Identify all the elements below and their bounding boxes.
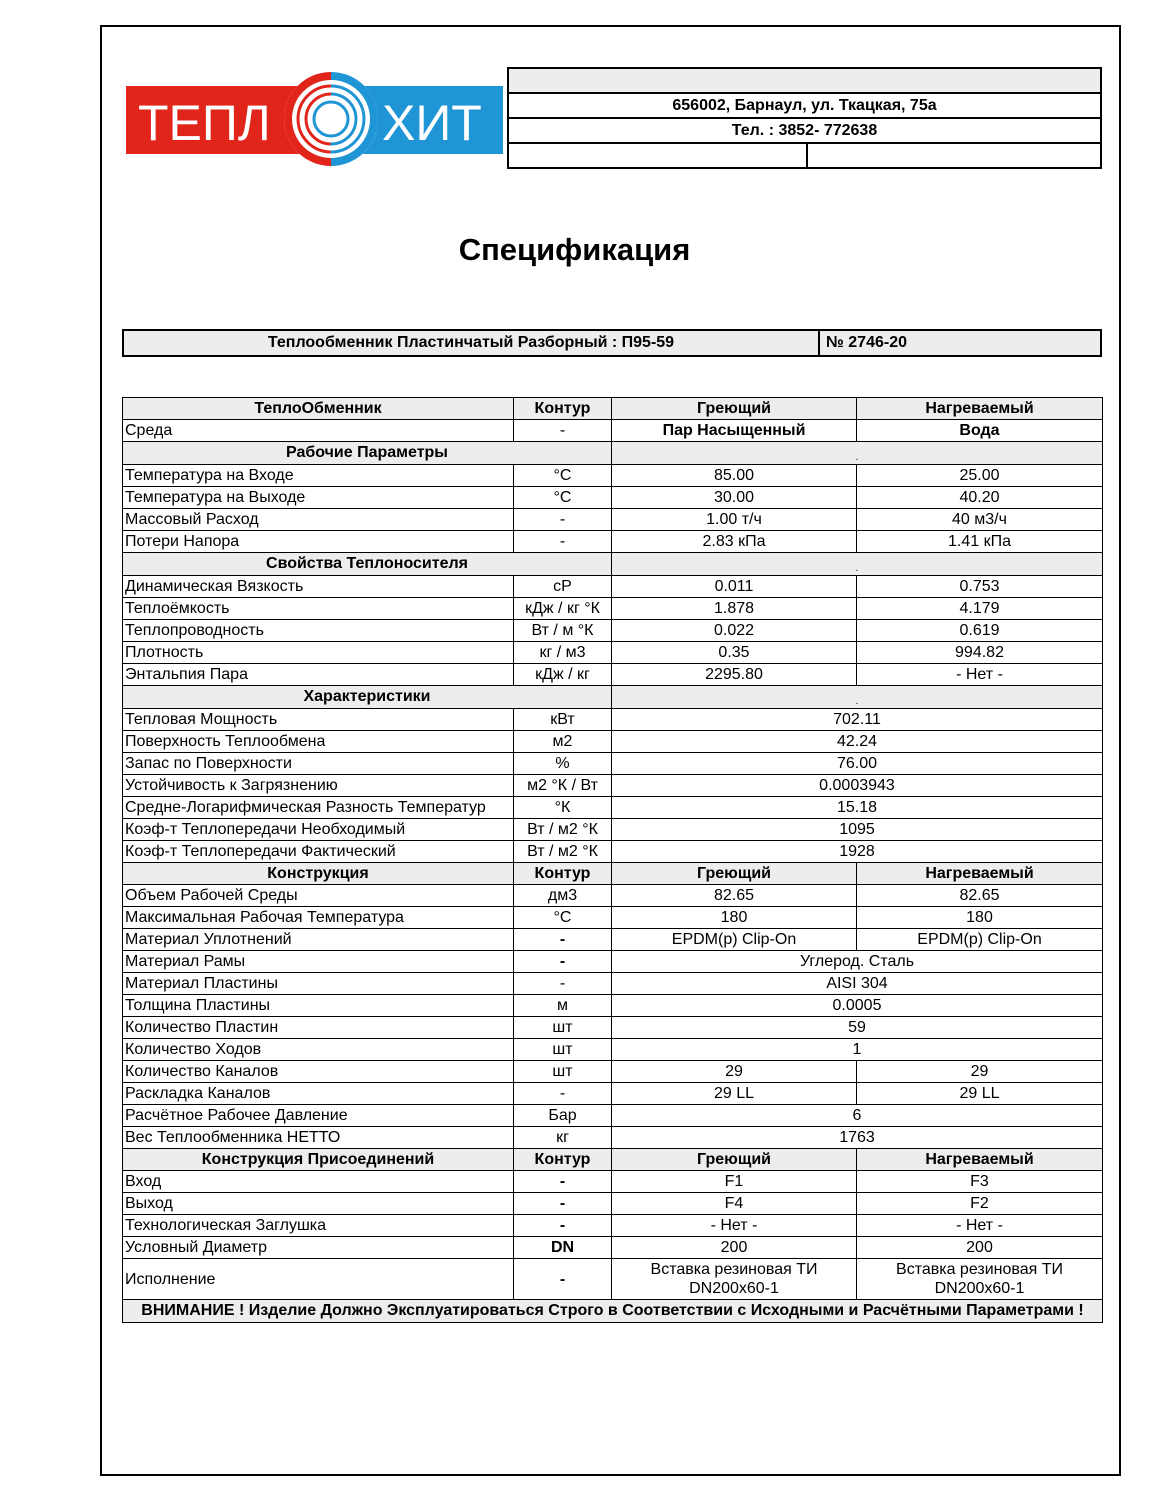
row-heating: 0.35 [612,642,857,664]
table-row [123,1215,1103,1237]
table-row [123,1039,1103,1061]
header-row [123,398,1103,420]
row-unit: °С [514,907,612,929]
table-row [123,531,1103,553]
table-row [123,509,1103,531]
section-dot: . [612,686,1103,709]
row-label: Энтальпия Пара [123,664,514,686]
logo-left-text: ТЕПЛ [138,95,271,151]
table-row [123,1061,1103,1083]
row-heating: 30.00 [612,487,857,509]
row-unit: - [514,929,612,951]
table-row [123,1171,1103,1193]
header-contour: Контур [514,863,612,885]
row-label: Выход [123,1193,514,1215]
row-heating: 29 [612,1061,857,1083]
row-label: Плотность [123,642,514,664]
row-unit: Вт / м2 °К [514,841,612,863]
row-heated: 40.20 [857,487,1103,509]
row-unit: Вт / м °К [514,620,612,642]
row-heating: 82.65 [612,885,857,907]
row-heated: EPDM(p) Clip-On [857,929,1103,951]
row-heating: F4 [612,1193,857,1215]
header-heating: Греющий [612,1149,857,1171]
header-heated: Нагреваемый [857,398,1103,420]
row-label: Поверхность Теплообмена [123,731,514,753]
section-characteristics [123,686,1103,709]
spec-table [122,397,1103,1323]
header-heating: Греющий [612,398,857,420]
row-unit: °С [514,465,612,487]
row-label: Теплоёмкость [123,598,514,620]
row-label: Массовый Расход [123,509,514,531]
section-working [123,442,1103,465]
row-label: Исполнение [123,1259,514,1300]
row-unit: м2 [514,731,612,753]
table-row [123,885,1103,907]
section-dot: . [612,442,1103,465]
row-unit: кДж / кг °К [514,598,612,620]
row-heated: 1.41 кПа [857,531,1103,553]
row-heating: 0.022 [612,620,857,642]
row-label: Толщина Пластины [123,995,514,1017]
section-title: Рабочие Параметры [123,442,612,465]
row-label: Динамическая Вязкость [123,576,514,598]
row-unit: °К [514,797,612,819]
row-label: Максимальная Рабочая Температура [123,907,514,929]
row-heating: Пар Насыщенный [612,420,857,442]
section-title: Конструкция [123,863,514,885]
execution-row [123,1259,1103,1300]
row-value: 6 [612,1105,1103,1127]
row-unit: - [514,1215,612,1237]
row-unit: - [514,1259,612,1300]
table-row [123,598,1103,620]
row-value: 1 [612,1039,1103,1061]
table-row [123,797,1103,819]
product-number: № 2746-20 [819,330,1101,356]
phone: Тел. : 3852- 772638 [508,118,1101,143]
row-label: Расчётное Рабочее Давление [123,1105,514,1127]
row-unit: кДж / кг [514,664,612,686]
table-row [123,465,1103,487]
row-heated: F3 [857,1171,1103,1193]
row-unit: Вт / м2 °К [514,819,612,841]
row-unit: - [514,509,612,531]
table-row [123,664,1103,686]
table-row [123,819,1103,841]
row-label: Количество Ходов [123,1039,514,1061]
section-title: Характеристики [123,686,612,709]
row-heating: 2.83 кПа [612,531,857,553]
row-heated: 25.00 [857,465,1103,487]
table-row [123,576,1103,598]
row-unit: - [514,1193,612,1215]
row-unit: - [514,1083,612,1105]
section-title: Конструкция Присоединений [123,1149,514,1171]
row-unit: кг [514,1127,612,1149]
row-heating: 200 [612,1237,857,1259]
row-label: Количество Каналов [123,1061,514,1083]
row-heating: F1 [612,1171,857,1193]
table-row [123,775,1103,797]
table-row [123,620,1103,642]
row-heating: Вставка резиновая ТИ DN200х60-1 [612,1259,857,1300]
row-value: 59 [612,1017,1103,1039]
row-value: 1095 [612,819,1103,841]
row-heated: 4.179 [857,598,1103,620]
table-row [123,1017,1103,1039]
table-row [123,642,1103,664]
row-label: Среда [123,420,514,442]
row-label: Условный Диаметр [123,1237,514,1259]
row-heating: 2295.80 [612,664,857,686]
row-heated: 0.619 [857,620,1103,642]
table-row [123,731,1103,753]
row-label: Запас по Поверхности [123,753,514,775]
teplohit-logo [126,72,503,166]
table-row [123,1083,1103,1105]
contact-block [507,67,1102,169]
medium-row [123,420,1103,442]
product-name: Теплообменник Пластинчатый Разборный : П95-59 [123,330,819,356]
row-unit: кг / м3 [514,642,612,664]
row-value: 42.24 [612,731,1103,753]
row-unit: - [514,531,612,553]
row-unit: - [514,1171,612,1193]
row-unit: - [514,420,612,442]
row-heating: 85.00 [612,465,857,487]
table-row [123,907,1103,929]
row-unit: Бар [514,1105,612,1127]
row-heating: - Нет - [612,1215,857,1237]
header-heated: Нагреваемый [857,1149,1103,1171]
table-row [123,487,1103,509]
row-value: 702.11 [612,709,1103,731]
row-label: Объем Рабочей Среды [123,885,514,907]
row-heated: Вставка резиновая ТИ DN200х60-1 [857,1259,1103,1300]
row-heated: F2 [857,1193,1103,1215]
row-label: Материал Рамы [123,951,514,973]
table-row [123,929,1103,951]
row-value: 0.0005 [612,995,1103,1017]
row-value: 1928 [612,841,1103,863]
row-heated: 994.82 [857,642,1103,664]
row-unit: % [514,753,612,775]
row-label: Вес Теплообменника НЕТТО [123,1127,514,1149]
row-unit: сР [514,576,612,598]
row-label: Материал Уплотнений [123,929,514,951]
section-dot: . [612,553,1103,576]
row-heated: 40 м3/ч [857,509,1103,531]
row-label: Тепловая Мощность [123,709,514,731]
row-heated: 29 [857,1061,1103,1083]
row-heated: - Нет - [857,1215,1103,1237]
row-label: Коэф-т Теплопередачи Необходимый [123,819,514,841]
row-value: 15.18 [612,797,1103,819]
table-row [123,1127,1103,1149]
header-exchanger: ТеплоОбменник [123,398,514,420]
row-unit: DN [514,1237,612,1259]
row-label: Потери Напора [123,531,514,553]
table-row [123,709,1103,731]
row-heating: EPDM(p) Clip-On [612,929,857,951]
row-label: Средне-Логарифмическая Разность Температур [123,797,514,819]
row-label: Коэф-т Теплопередачи Фактический [123,841,514,863]
row-heating: 1.00 т/ч [612,509,857,531]
row-heated: 0.753 [857,576,1103,598]
row-label: Количество Пластин [123,1017,514,1039]
logo-right-text: ХИТ [382,95,482,151]
table-row [123,1105,1103,1127]
table-row [123,995,1103,1017]
row-unit: шт [514,1017,612,1039]
table-row [123,951,1103,973]
header-heated: Нагреваемый [857,863,1103,885]
row-heated: 82.65 [857,885,1103,907]
row-label: Устойчивость к Загрязнению [123,775,514,797]
header-contour: Контур [514,1149,612,1171]
row-heating: 180 [612,907,857,929]
row-value: 0.0003943 [612,775,1103,797]
row-label: Температура на Входе [123,465,514,487]
row-label: Материал Пластины [123,973,514,995]
row-unit: °С [514,487,612,509]
row-heating: 1.878 [612,598,857,620]
row-value: 1763 [612,1127,1103,1149]
row-value: 76.00 [612,753,1103,775]
row-label: Раскладка Каналов [123,1083,514,1105]
row-heated: Вода [857,420,1103,442]
table-row [123,841,1103,863]
section-construction [123,863,1103,885]
header-contour: Контур [514,398,612,420]
row-label: Вход [123,1171,514,1193]
row-heated: 200 [857,1237,1103,1259]
table-row [123,1193,1103,1215]
row-value: AISI 304 [612,973,1103,995]
row-unit: кВт [514,709,612,731]
row-unit: - [514,951,612,973]
row-label: Технологическая Заглушка [123,1215,514,1237]
row-unit: шт [514,1039,612,1061]
row-unit: м2 °К / Вт [514,775,612,797]
row-value: Углерод. Сталь [612,951,1103,973]
row-heating: 29 LL [612,1083,857,1105]
row-unit: шт [514,1061,612,1083]
table-row [123,753,1103,775]
product-bar [122,329,1102,357]
warning-text: ВНИМАНИЕ ! Изделие Должно Эксплуатироваться Строго в Соответствии с Исходными и Расчётными Параметрами ! [123,1300,1103,1323]
table-row [123,1237,1103,1259]
header-heating: Греющий [612,863,857,885]
row-label: Температура на Выходе [123,487,514,509]
page-title: Спецификация [458,232,691,267]
table-row [123,973,1103,995]
row-unit: - [514,973,612,995]
address: 656002, Барнаул, ул. Ткацкая, 75а [508,93,1101,118]
section-connections [123,1149,1103,1171]
row-unit: дм3 [514,885,612,907]
row-label: Теплопроводность [123,620,514,642]
section-properties [123,553,1103,576]
row-unit: м [514,995,612,1017]
row-heated: 29 LL [857,1083,1103,1105]
row-heated: 180 [857,907,1103,929]
section-title: Свойства Теплоносителя [123,553,612,576]
row-heating: 0.011 [612,576,857,598]
warning-row [123,1300,1103,1323]
row-heated: - Нет - [857,664,1103,686]
